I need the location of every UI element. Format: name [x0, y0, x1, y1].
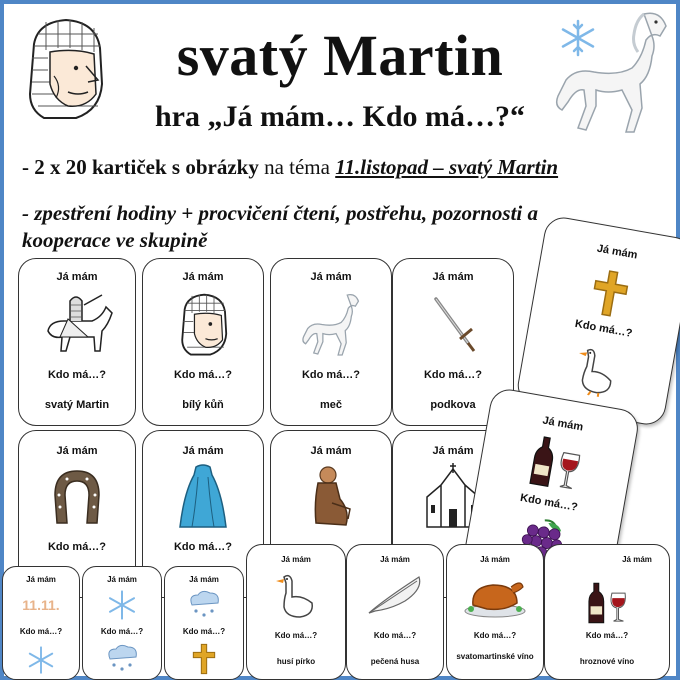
game-card: [164, 566, 244, 680]
card-word: pečená husa: [370, 657, 420, 666]
card-who-label: Kdo má…?: [100, 627, 144, 636]
card-who-label: Kdo má…?: [173, 369, 233, 381]
intro-connector: na téma: [258, 155, 336, 179]
card-have-label: Já mám: [480, 555, 510, 564]
card-word: svatomartinské víno: [456, 652, 534, 661]
card-who-label: Kdo má…?: [173, 541, 233, 553]
intro-line-2: - zpestření hodiny + procvičení čtení, postřehu, pozornosti a kooperace ve skupině: [22, 201, 538, 252]
card-have-label: Já mám: [182, 445, 224, 457]
roast-goose-icon: [463, 573, 527, 619]
card-who-label: Kdo má…?: [373, 631, 417, 640]
intro-line-1: [22, 155, 558, 180]
game-card: [2, 566, 80, 680]
card-who-label: Kdo má…?: [423, 369, 483, 381]
snowflake-icon: [106, 589, 138, 621]
card-have-label: Já mám: [189, 575, 219, 584]
card-word: svatý Martin: [44, 399, 110, 411]
cross-icon: [192, 643, 216, 675]
game-card: [270, 258, 392, 426]
card-word: husí pírko: [276, 657, 316, 666]
intro-topic: 11.listopad – svatý Martin: [335, 155, 559, 179]
cross-icon: [588, 267, 632, 321]
wine-icon: [584, 581, 630, 625]
goose-icon: [274, 571, 318, 621]
card-have-label: Já mám: [56, 445, 98, 457]
card-word: bílý kůň: [182, 399, 224, 411]
cloak-icon: [176, 463, 230, 531]
snowflake-icon: [26, 645, 56, 675]
game-card: [82, 566, 162, 680]
card-have-label: Já mám: [26, 575, 56, 584]
goose-icon: [570, 343, 622, 400]
white-horse-icon: [296, 291, 366, 357]
card-have-label: Já mám: [380, 555, 410, 564]
date-icon: 11.11.: [22, 597, 60, 613]
card-have-label: Já mám: [622, 555, 652, 564]
card-who-label: Kdo má…?: [19, 627, 63, 636]
card-word: meč: [319, 399, 343, 411]
beggar-icon: [306, 463, 356, 531]
card-who-label: Kdo má…?: [274, 631, 318, 640]
intro-count: - 2 x 20 kartiček s obrázky: [22, 155, 259, 179]
card-who-label: Kdo má…?: [573, 317, 634, 340]
card-have-label: Já mám: [56, 271, 98, 283]
game-card: [18, 258, 136, 426]
card-have-label: Já mám: [541, 414, 585, 434]
card-have-label: Já mám: [182, 271, 224, 283]
horseshoe-icon: [47, 465, 107, 527]
wine-icon: [524, 433, 588, 494]
snow-cloud-icon: [104, 643, 140, 673]
card-who-label: Kdo má…?: [519, 491, 579, 514]
card-have-label: Já mám: [310, 445, 352, 457]
card-who-label: Kdo má…?: [473, 631, 517, 640]
card-have-label: Já mám: [107, 575, 137, 584]
game-card: [246, 544, 346, 680]
game-card: [544, 544, 670, 680]
card-have-label: Já mám: [432, 271, 474, 283]
card-word: hroznové víno: [579, 657, 635, 666]
page-title: svatý Martin: [176, 23, 504, 88]
snow-cloud-icon: [186, 589, 222, 619]
card-word: podkova: [430, 399, 476, 411]
card-have-label: Já mám: [432, 445, 474, 457]
card-have-label: Já mám: [281, 555, 311, 564]
game-card: [346, 544, 444, 680]
feather-icon: [365, 573, 425, 617]
card-have-label: Já mám: [310, 271, 352, 283]
knight-on-horse-icon: [40, 291, 114, 357]
sword-icon: [428, 293, 478, 353]
card-who-label: Kdo má…?: [182, 627, 226, 636]
page-subtitle: hra „Já mám… Kdo má…?“: [155, 100, 525, 133]
game-card: [446, 544, 544, 680]
card-have-label: Já mám: [595, 242, 639, 262]
knight-head-icon: [173, 291, 233, 357]
card-who-label: Kdo má…?: [47, 541, 107, 553]
card-who-label: Kdo má…?: [301, 369, 361, 381]
game-card: [142, 258, 264, 426]
card-who-label: Kdo má…?: [47, 369, 107, 381]
card-who-label: Kdo má…?: [585, 631, 629, 640]
